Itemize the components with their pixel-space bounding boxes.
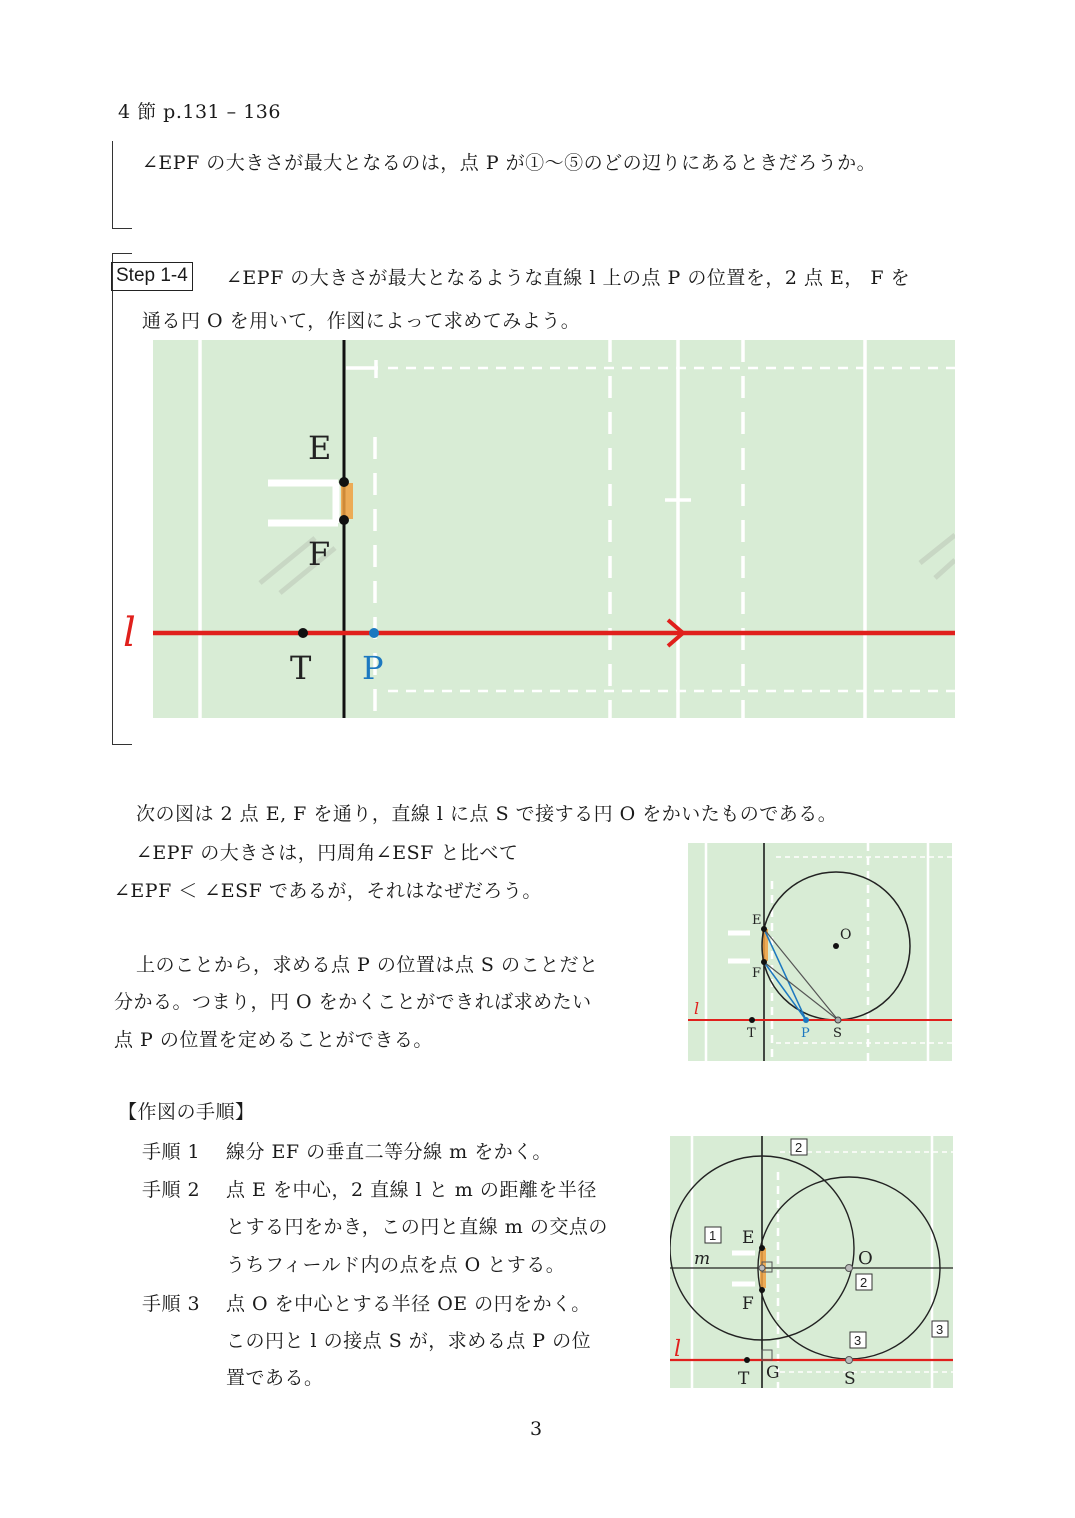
point-e <box>339 477 349 487</box>
page-number: 3 <box>530 1418 543 1440</box>
step-bracket-foot <box>112 744 132 745</box>
question-text: ∠EPF の大きさが最大となるのは，点 P が①～⑤のどの辺りにあるときだろうか。 <box>142 152 877 174</box>
label-e: E <box>308 429 332 467</box>
point-p <box>803 1017 809 1023</box>
point-t <box>298 628 308 638</box>
region-marker-2-top <box>791 1139 807 1155</box>
goal-segment-highlight <box>341 483 353 519</box>
label-t: T <box>738 1369 750 1388</box>
explanation-p6: 点 P の位置を定めることができる。 <box>114 1029 433 1051</box>
region-marker-2-mid-text: 2 <box>860 1275 868 1290</box>
field-background <box>688 843 952 1061</box>
section-header: 4 節 p.131 – 136 <box>118 101 281 123</box>
procedure-step3-line3: 置である。 <box>226 1367 324 1389</box>
step-label: Step 1-4 <box>111 262 193 291</box>
label-t: T <box>747 1026 756 1041</box>
point-t <box>744 1357 750 1363</box>
region-marker-3-mid <box>850 1332 866 1348</box>
procedure-step2-line3: うちフィールド内の点を点 O とする。 <box>226 1254 566 1276</box>
label-e: E <box>752 913 762 928</box>
region-marker-3-right-text: 3 <box>936 1322 944 1337</box>
label-s: S <box>833 1026 842 1041</box>
question-bracket-foot <box>112 228 132 229</box>
region-marker-3-mid-text: 3 <box>854 1333 862 1348</box>
label-g: G <box>766 1363 780 1383</box>
step-bracket-head <box>112 253 132 254</box>
procedure-step2-label: 手順 2 <box>142 1179 201 1201</box>
procedure-step3-label: 手順 3 <box>142 1293 201 1315</box>
explanation-p1: 次の図は 2 点 E, F を通り，直線 l に点 S で接する円 O をかいたものである。 <box>136 803 838 825</box>
label-o: O <box>858 1248 873 1269</box>
point-p <box>369 628 379 638</box>
procedure-step3-line2: この円と l の接点 S が，求める点 P の位 <box>226 1330 592 1352</box>
label-p: P <box>801 1026 810 1041</box>
step-text-line2: 通る円 O を用いて，作図によって求めてみよう。 <box>142 310 581 332</box>
point-o <box>846 1265 853 1272</box>
point-o <box>833 943 839 949</box>
region-marker-1-text: 1 <box>709 1228 717 1243</box>
explanation-p2: ∠EPF の大きさは，円周角∠ESF と比べて <box>136 842 519 864</box>
label-e: E <box>742 1228 755 1248</box>
point-s <box>835 1017 841 1023</box>
point-f <box>759 1287 765 1293</box>
label-l: l <box>123 610 136 656</box>
explanation-p4: 上のことから，求める点 P の位置は点 S のことだと <box>136 954 599 976</box>
explanation-p3: ∠EPF ＜ ∠ESF であるが，それはなぜだろう。 <box>114 880 542 902</box>
region-marker-2-top-text: 2 <box>795 1140 803 1155</box>
label-l: l <box>674 1337 682 1362</box>
label-o: O <box>840 927 852 943</box>
figure-construction <box>670 1136 953 1388</box>
question-bracket <box>112 141 113 229</box>
region-marker-2-mid <box>856 1274 872 1290</box>
field-background <box>153 340 955 718</box>
label-l: l <box>694 999 700 1018</box>
step-text-line1: ∠EPF の大きさが最大となるような直線 l 上の点 P の位置を，2 点 E， F を <box>226 267 911 289</box>
point-f <box>761 959 767 965</box>
label-s: S <box>844 1369 856 1388</box>
label-m: m <box>694 1249 711 1269</box>
procedure-title: 【作図の手順】 <box>118 1101 255 1123</box>
point-s <box>846 1357 853 1364</box>
figure-field-main <box>110 340 955 725</box>
point-e <box>759 1245 765 1251</box>
label-p: P <box>362 649 384 687</box>
point-f <box>339 515 349 525</box>
procedure-step1-label: 手順 1 <box>142 1141 201 1163</box>
explanation-p5: 分かる。つまり，円 O をかくことができれば求めたい <box>114 991 592 1013</box>
procedure-step2-line2: とする円をかき，この円と直線 m の交点の <box>226 1216 608 1238</box>
label-t: T <box>290 649 312 687</box>
label-f: F <box>752 966 762 981</box>
figure-circle-tangent <box>688 843 952 1061</box>
procedure-step2-line1: 点 E を中心，2 直線 l と m の距離を半径 <box>226 1179 597 1201</box>
label-f: F <box>308 535 331 573</box>
point-t <box>749 1017 755 1023</box>
label-f: F <box>742 1294 754 1314</box>
point-midpoint <box>759 1265 765 1271</box>
region-marker-1 <box>705 1227 721 1243</box>
point-e <box>761 926 767 932</box>
region-marker-3-right <box>932 1321 948 1337</box>
procedure-step3-line1: 点 O を中心とする半径 OE の円をかく。 <box>226 1293 591 1315</box>
procedure-step1-line1: 線分 EF の垂直二等分線 m をかく。 <box>226 1141 552 1163</box>
